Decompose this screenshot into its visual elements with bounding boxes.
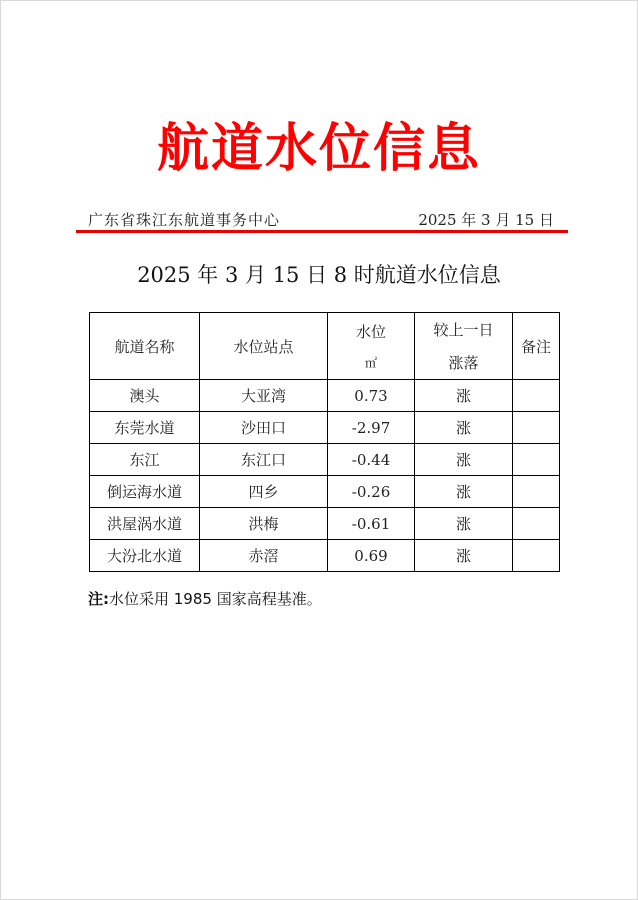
issuer-name: 广东省珠江东航道事务中心 <box>88 211 281 229</box>
table-header-row <box>90 313 560 380</box>
cell-station: 洪梅 <box>200 508 328 540</box>
table-row <box>90 412 560 444</box>
cell-station: 东江口 <box>200 444 328 476</box>
cell-channel: 倒运海水道 <box>90 476 200 508</box>
footnote <box>88 588 322 609</box>
table-row <box>90 540 560 572</box>
cell-channel: 洪屋涡水道 <box>90 508 200 540</box>
cell-remark <box>513 508 560 540</box>
cell-channel: 澳头 <box>90 380 200 412</box>
red-divider-line <box>76 230 568 233</box>
footnote-label: 注: <box>88 590 109 608</box>
cell-level: 0.69 <box>328 540 415 572</box>
cell-change: 涨 <box>415 508 513 540</box>
cell-station: 四乡 <box>200 476 328 508</box>
cell-level: -0.44 <box>328 444 415 476</box>
cell-change: 涨 <box>415 380 513 412</box>
header-station: 水位站点 <box>200 313 328 380</box>
header-channel: 航道名称 <box>90 313 200 380</box>
cell-level: -2.97 <box>328 412 415 444</box>
cell-channel: 东莞水道 <box>90 412 200 444</box>
document-title: 航道水位信息 <box>156 118 481 179</box>
table-row <box>90 380 560 412</box>
header-change-label: 较上一日 <box>433 321 494 339</box>
cell-remark <box>513 412 560 444</box>
cell-remark <box>513 444 560 476</box>
table-row <box>90 476 560 508</box>
cell-remark <box>513 380 560 412</box>
cell-remark <box>513 540 560 572</box>
cell-level: -0.26 <box>328 476 415 508</box>
header-level <box>328 313 415 380</box>
issue-date: 2025 年 3 月 15 日 <box>418 211 554 229</box>
cell-change: 涨 <box>415 444 513 476</box>
cell-level: 0.73 <box>328 380 415 412</box>
table-row <box>90 508 560 540</box>
cell-change: 涨 <box>415 412 513 444</box>
cell-station: 赤滘 <box>200 540 328 572</box>
cell-channel: 大汾北水道 <box>90 540 200 572</box>
header-level-unit: ㎡ <box>364 356 377 370</box>
cell-station: 沙田口 <box>200 412 328 444</box>
cell-station: 大亚湾 <box>200 380 328 412</box>
water-level-table <box>89 312 560 572</box>
table-row <box>90 444 560 476</box>
cell-change: 涨 <box>415 540 513 572</box>
header-level-label: 水位 <box>355 323 386 341</box>
report-subtitle: 2025 年 3 月 15 日 8 时航道水位信息 <box>137 263 501 287</box>
cell-change: 涨 <box>415 476 513 508</box>
cell-channel: 东江 <box>90 444 200 476</box>
header-remark: 备注 <box>513 313 560 380</box>
footnote-text: 水位采用 1985 国家高程基准。 <box>109 590 322 608</box>
header-change <box>415 313 513 380</box>
header-change-sub: 涨落 <box>448 354 479 372</box>
cell-level: -0.61 <box>328 508 415 540</box>
cell-remark <box>513 476 560 508</box>
